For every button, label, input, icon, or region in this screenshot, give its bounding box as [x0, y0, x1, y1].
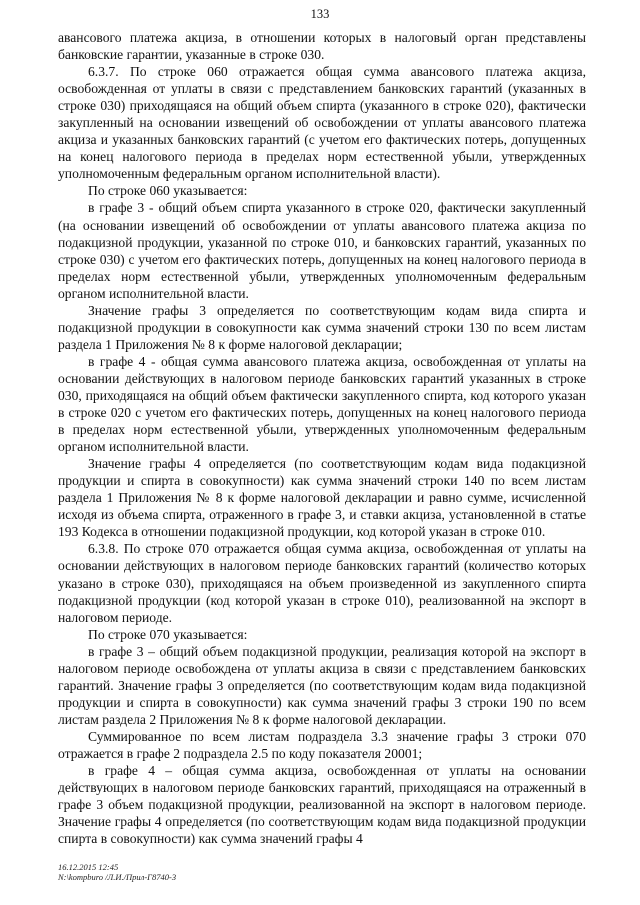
paragraph-line-070-summary: Суммированное по всем листам подраздела 3.3 значение графы 3 строки 070 отражается в графе 2 подраздела 2.5 по коду показателя 20001;: [58, 728, 586, 761]
document-footer: [58, 862, 176, 882]
paragraph-continuation: авансового платежа акциза, в отношении которых в налоговый орган представлены банковские гарантии, указанные в строке 030.: [58, 30, 586, 63]
paragraph-line-060-column-3-value: Значение графы 3 определяется по соответствующим кодам вида спирта и подакцизной продукции в совокупности как сумма значений строки 130 по всем листам раздела 1 Приложения № 8 к форме налоговой декларации;: [58, 302, 586, 352]
paragraph-line-070-column-4: в графе 4 – общая сумма акциза, освобожденная от уплаты на основании действующих в налоговом периоде банковских гарантий, приходящаяся на отраженный в графе 3 объем подакцизной продукции, реализованной на экспорт в налоговом периоде. Значение графы 4 определяется (по соответствующим кодам вида подакцизной продукции спирта в совокупности) как сумма значений графы 4: [58, 763, 586, 847]
paragraph-6-3-7: 6.3.7. По строке 060 отражается общая сумма авансового платежа акциза, освобожденная от уплаты в связи с представлением банковских гарантий (указанных в строке 030) приходящаяся на общий объем спирта (указанного в строке 020), фактически закупленный на основании извещений об освобождении от уплаты авансового платежа акциза и указанных банковских гарантий (с учетом его фактических потерь, допущенных на конец налогового периода в пределах норм естественной убыли, утвержденных уполномоченным федеральным органом исполнительной власти).: [58, 64, 586, 182]
paragraph-line-060-column-4: в графе 4 - общая сумма авансового платежа акциза, освобожденная от уплаты на основании действующих в налоговом периоде банковских гарантий указанных в строке 030, приходящаяся на общий объем фактически закупленного спирта, код которого указан в строке 020 с учетом его фактических потерь, допущенных на конец налогового периода в пределах норм естественной убыли, утвержденных уполномоченным федеральным органом исполнительной власти.: [58, 353, 586, 455]
footer-date: 16.12.2015 12:45: [58, 862, 119, 872]
paragraph-line-070-intro: По строке 070 указывается:: [88, 626, 248, 642]
paragraph-line-060-column-4-value: Значение графы 4 определяется (по соответствующим кодам вида подакцизной продукции и спирта в совокупности) как сумма значений строки 140 по всем листам раздела 1 Приложения № 8 к форме налоговой декларации и равно сумме, исчисленной исходя из объема спирта, отраженного в графе 3, и ставки акциза, установленной в статье 193 Кодекса в отношении подакцизной продукции, код которой указан в строке 010.: [58, 456, 586, 540]
footer-file-path: N:\kompburo /Л.И./Прил-Г8740-3: [58, 872, 177, 882]
page-number: 133: [310, 7, 330, 21]
paragraph-6-3-8: 6.3.8. По строке 070 отражается общая сумма акциза, освобожденная от уплаты на основании действующих в налоговом периоде банковских гарантий (количество которых указано в строке 030), приходящаяся на объем произведенной из закупленного спирта подакцизной продукции (код которой указан в строке 010), реализованной на экспорт в налоговом периоде.: [58, 541, 586, 625]
document-body: [58, 29, 586, 847]
paragraph-line-060-column-3: в графе 3 - общий объем спирта указанного в строке 020, фактически закупленный (на основании извещений об освобождении от уплаты авансового платежа акциза по подакцизной продукции, указанной по строке 010, и банковских гарантий, указанных по строке 030) с учетом его фактических потерь, допущенных на конец налогового периода в пределах норм естественной убыли, утвержденных уполномоченным федеральным органом исполнительной власти.: [58, 200, 586, 301]
paragraph-line-070-column-3: в графе 3 – общий объем подакцизной продукции, реализация которой на экспорт в налоговом периоде освобождена от уплаты акциза в связи с представлением банковских гарантий. Значение графы 3 определяется (по соответствующим кодам вида подакцизной продукции и спирта в совокупности) как сумма значений графы 3 строки 190 по всем листам раздела 2 Приложения № 8 к форме налоговой декларации.: [58, 643, 586, 727]
paragraph-line-060-intro: По строке 060 указывается:: [88, 183, 248, 199]
